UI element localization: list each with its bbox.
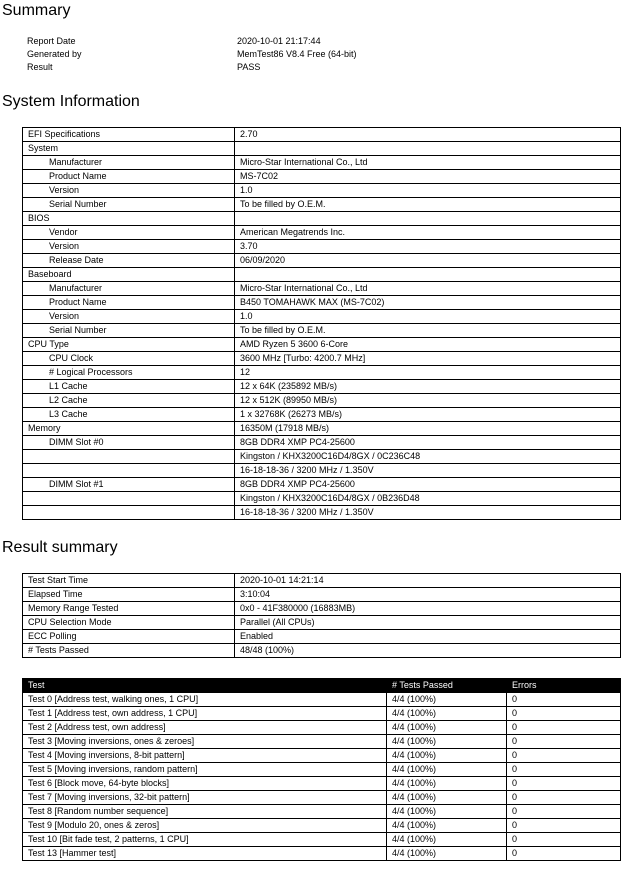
- system-info-row: [23, 422, 621, 436]
- tests-passed-cell: 4/4 (100%): [387, 763, 507, 777]
- test-name-cell: Test 2 [Address test, own address]: [23, 721, 387, 735]
- test-name-cell: Test 8 [Random number sequence]: [23, 805, 387, 819]
- system-info-value: Kingston / KHX3200C16D4/8GX / 0C236C48: [235, 450, 621, 464]
- result-summary-row: [23, 588, 621, 602]
- system-info-value: 12 x 512K (89950 MB/s): [235, 394, 621, 408]
- system-info-row: [23, 310, 621, 324]
- system-info-row: [23, 450, 621, 464]
- system-info-value: 12: [235, 366, 621, 380]
- system-info-label: L2 Cache: [23, 394, 235, 408]
- system-info-row: [23, 436, 621, 450]
- system-info-row: [23, 478, 621, 492]
- system-info-value: American Megatrends Inc.: [235, 226, 621, 240]
- tests-passed-cell: 4/4 (100%): [387, 707, 507, 721]
- system-info-row: [23, 254, 621, 268]
- system-info-row: [23, 366, 621, 380]
- system-info-label: [23, 506, 235, 520]
- system-info-label: Release Date: [23, 254, 235, 268]
- tests-passed-cell: 4/4 (100%): [387, 819, 507, 833]
- system-info-row: [23, 282, 621, 296]
- test-column-header: Test: [23, 679, 387, 693]
- system-info-value: 1 x 32768K (26273 MB/s): [235, 408, 621, 422]
- summary-value: MemTest86 V8.4 Free (64-bit): [237, 49, 357, 59]
- system-info-value: To be filled by O.E.M.: [235, 324, 621, 338]
- system-info-value: Micro-Star International Co., Ltd: [235, 282, 621, 296]
- system-info-label: DIMM Slot #1: [23, 478, 235, 492]
- system-info-row: [23, 394, 621, 408]
- test-result-row: [23, 819, 621, 833]
- errors-cell: 0: [507, 707, 621, 721]
- summary-heading: Summary: [2, 2, 71, 19]
- test-result-row: [23, 735, 621, 749]
- system-info-label: CPU Clock: [23, 352, 235, 366]
- test-result-row: [23, 749, 621, 763]
- tests-passed-cell: 4/4 (100%): [387, 749, 507, 763]
- system-info-label: Version: [23, 184, 235, 198]
- system-info-value: 16-18-18-36 / 3200 MHz / 1.350V: [235, 464, 621, 478]
- tests-passed-cell: 4/4 (100%): [387, 833, 507, 847]
- test-name-cell: Test 9 [Modulo 20, ones & zeros]: [23, 819, 387, 833]
- result-summary-label: Elapsed Time: [23, 588, 235, 602]
- system-info-row: [23, 506, 621, 520]
- system-info-label: Serial Number: [23, 324, 235, 338]
- result-summary-value: 0x0 - 41F380000 (16883MB): [235, 602, 621, 616]
- system-info-row: [23, 184, 621, 198]
- result-summary-row: [23, 644, 621, 658]
- system-info-label: CPU Type: [23, 338, 235, 352]
- test-result-row: [23, 791, 621, 805]
- test-result-row: [23, 833, 621, 847]
- test-result-row: [23, 763, 621, 777]
- system-info-value: 16350M (17918 MB/s): [235, 422, 621, 436]
- system-info-label: Serial Number: [23, 198, 235, 212]
- result-summary-value: 3:10:04: [235, 588, 621, 602]
- summary-row: [27, 35, 357, 48]
- system-info-row: [23, 240, 621, 254]
- errors-cell: 0: [507, 693, 621, 707]
- test-results-header-row: [23, 679, 621, 693]
- system-info-row: [23, 464, 621, 478]
- system-info-row: [23, 338, 621, 352]
- system-info-value: 16-18-18-36 / 3200 MHz / 1.350V: [235, 506, 621, 520]
- system-info-label: [23, 464, 235, 478]
- system-info-row: [23, 268, 621, 282]
- system-info-value: [235, 142, 621, 156]
- tests-passed-cell: 4/4 (100%): [387, 777, 507, 791]
- errors-cell: 0: [507, 721, 621, 735]
- result-summary-row: [23, 602, 621, 616]
- errors-cell: 0: [507, 847, 621, 861]
- test-result-row: [23, 707, 621, 721]
- system-info-value: [235, 268, 621, 282]
- system-info-value: 06/09/2020: [235, 254, 621, 268]
- system-info-row: [23, 142, 621, 156]
- errors-cell: 0: [507, 735, 621, 749]
- system-info-label: EFI Specifications: [23, 128, 235, 142]
- test-result-row: [23, 693, 621, 707]
- test-name-cell: Test 6 [Block move, 64-byte blocks]: [23, 777, 387, 791]
- tests-passed-cell: 4/4 (100%): [387, 805, 507, 819]
- system-info-row: [23, 226, 621, 240]
- result-summary-value: 2020-10-01 14:21:14: [235, 574, 621, 588]
- system-info-value: 8GB DDR4 XMP PC4-25600: [235, 436, 621, 450]
- system-info-label: DIMM Slot #0: [23, 436, 235, 450]
- test-result-row: [23, 721, 621, 735]
- system-info-label: BIOS: [23, 212, 235, 226]
- tests-passed-cell: 4/4 (100%): [387, 693, 507, 707]
- system-info-label: Product Name: [23, 296, 235, 310]
- system-info-value: Micro-Star International Co., Ltd: [235, 156, 621, 170]
- result-summary-row: [23, 616, 621, 630]
- system-info-label: [23, 492, 235, 506]
- test-name-cell: Test 10 [Bit fade test, 2 patterns, 1 CPU]: [23, 833, 387, 847]
- result-summary-table: [22, 573, 621, 658]
- result-summary-row: [23, 630, 621, 644]
- system-info-row: [23, 352, 621, 366]
- system-info-row: [23, 198, 621, 212]
- errors-cell: 0: [507, 791, 621, 805]
- system-information-table: [22, 127, 621, 520]
- system-info-value: 2.70: [235, 128, 621, 142]
- tests-passed-cell: 4/4 (100%): [387, 721, 507, 735]
- errors-cell: 0: [507, 833, 621, 847]
- system-info-label: L3 Cache: [23, 408, 235, 422]
- system-info-label: Baseboard: [23, 268, 235, 282]
- system-info-value: B450 TOMAHAWK MAX (MS-7C02): [235, 296, 621, 310]
- system-information-heading: System Information: [2, 93, 140, 110]
- test-name-cell: Test 13 [Hammer test]: [23, 847, 387, 861]
- test-name-cell: Test 7 [Moving inversions, 32-bit pattern]: [23, 791, 387, 805]
- result-summary-row: [23, 574, 621, 588]
- result-summary-value: Enabled: [235, 630, 621, 644]
- result-summary-label: # Tests Passed: [23, 644, 235, 658]
- test-result-row: [23, 777, 621, 791]
- system-info-row: [23, 408, 621, 422]
- result-summary-label: Memory Range Tested: [23, 602, 235, 616]
- system-info-row: [23, 128, 621, 142]
- system-info-row: [23, 492, 621, 506]
- result-summary-heading: Result summary: [2, 539, 118, 556]
- result-summary-value: Parallel (All CPUs): [235, 616, 621, 630]
- system-info-value: [235, 212, 621, 226]
- system-info-label: [23, 450, 235, 464]
- test-results-table: [22, 678, 621, 861]
- system-info-row: [23, 156, 621, 170]
- system-info-label: Product Name: [23, 170, 235, 184]
- tests-passed-cell: 4/4 (100%): [387, 791, 507, 805]
- system-info-row: [23, 380, 621, 394]
- summary-row: [27, 48, 357, 61]
- system-info-label: Version: [23, 310, 235, 324]
- tests-passed-cell: 4/4 (100%): [387, 847, 507, 861]
- system-info-value: 8GB DDR4 XMP PC4-25600: [235, 478, 621, 492]
- system-info-row: [23, 212, 621, 226]
- result-summary-label: ECC Polling: [23, 630, 235, 644]
- system-info-label: # Logical Processors: [23, 366, 235, 380]
- test-name-cell: Test 4 [Moving inversions, 8-bit pattern]: [23, 749, 387, 763]
- system-info-label: L1 Cache: [23, 380, 235, 394]
- errors-cell: 0: [507, 763, 621, 777]
- errors-cell: 0: [507, 749, 621, 763]
- result-summary-label: CPU Selection Mode: [23, 616, 235, 630]
- system-info-value: 1.0: [235, 184, 621, 198]
- summary-value: 2020-10-01 21:17:44: [237, 36, 321, 46]
- system-info-value: To be filled by O.E.M.: [235, 198, 621, 212]
- system-info-row: [23, 324, 621, 338]
- test-name-cell: Test 3 [Moving inversions, ones & zeroes]: [23, 735, 387, 749]
- summary-label: Generated by: [27, 49, 82, 59]
- system-info-label: Manufacturer: [23, 156, 235, 170]
- summary-row: [27, 61, 357, 74]
- test-result-row: [23, 847, 621, 861]
- summary-label: Report Date: [27, 36, 76, 46]
- test-name-cell: Test 0 [Address test, walking ones, 1 CPU]: [23, 693, 387, 707]
- system-info-value: 3.70: [235, 240, 621, 254]
- system-info-value: AMD Ryzen 5 3600 6-Core: [235, 338, 621, 352]
- errors-cell: 0: [507, 805, 621, 819]
- result-summary-label: Test Start Time: [23, 574, 235, 588]
- summary-block: [27, 35, 357, 74]
- system-info-row: [23, 170, 621, 184]
- result-summary-value: 48/48 (100%): [235, 644, 621, 658]
- system-info-value: Kingston / KHX3200C16D4/8GX / 0B236D48: [235, 492, 621, 506]
- test-name-cell: Test 1 [Address test, own address, 1 CPU]: [23, 707, 387, 721]
- test-result-row: [23, 805, 621, 819]
- system-info-value: 1.0: [235, 310, 621, 324]
- system-info-label: Manufacturer: [23, 282, 235, 296]
- system-info-label: Memory: [23, 422, 235, 436]
- summary-value: PASS: [237, 62, 261, 72]
- system-info-label: System: [23, 142, 235, 156]
- tests-passed-column-header: # Tests Passed: [387, 679, 507, 693]
- errors-cell: 0: [507, 819, 621, 833]
- system-info-label: Version: [23, 240, 235, 254]
- test-name-cell: Test 5 [Moving inversions, random pattern]: [23, 763, 387, 777]
- system-info-value: MS-7C02: [235, 170, 621, 184]
- errors-column-header: Errors: [507, 679, 621, 693]
- system-info-value: 12 x 64K (235892 MB/s): [235, 380, 621, 394]
- tests-passed-cell: 4/4 (100%): [387, 735, 507, 749]
- summary-label: Result: [27, 62, 53, 72]
- system-info-value: 3600 MHz [Turbo: 4200.7 MHz]: [235, 352, 621, 366]
- system-info-row: [23, 296, 621, 310]
- system-info-label: Vendor: [23, 226, 235, 240]
- errors-cell: 0: [507, 777, 621, 791]
